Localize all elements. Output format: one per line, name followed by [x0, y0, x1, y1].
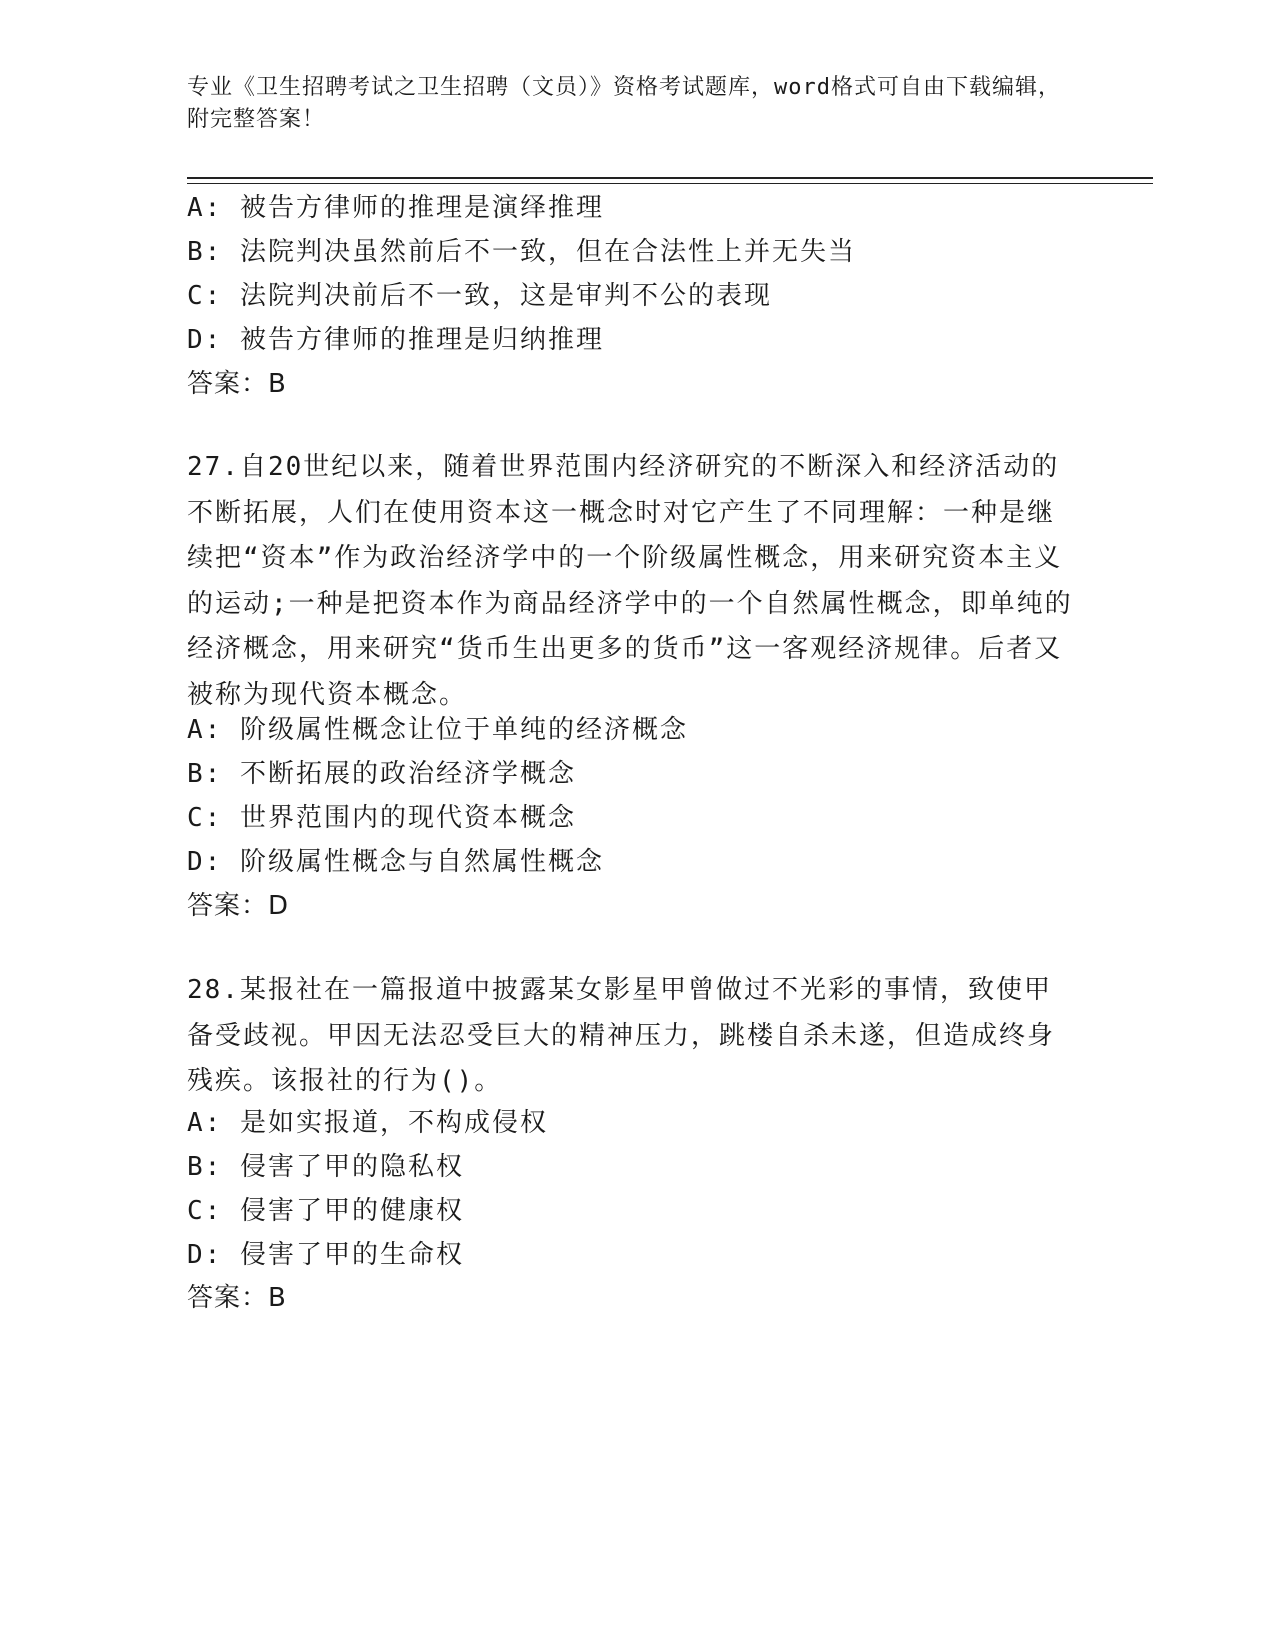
- q27-answer: 答案：D: [187, 891, 290, 921]
- q26-option-b: B: 法院判决虽然前后不一致，但在合法性上并无失当: [187, 237, 856, 267]
- q26-option-d: D: 被告方律师的推理是归纳推理: [187, 325, 604, 355]
- q28-option-c: C: 侵害了甲的健康权: [187, 1196, 464, 1226]
- q26-option-c: C: 法院判决前后不一致，这是审判不公的表现: [187, 281, 772, 311]
- q28-option-a: A: 是如实报道，不构成侵权: [187, 1108, 548, 1138]
- q27-option-c: C: 世界范围内的现代资本概念: [187, 803, 576, 833]
- q28-option-b: B: 侵害了甲的隐私权: [187, 1152, 464, 1182]
- q27-option-a: A: 阶级属性概念让位于单纯的经济概念: [187, 715, 688, 745]
- q27-option-b: B: 不断拓展的政治经济学概念: [187, 759, 576, 789]
- header-divider-thin: [187, 183, 1153, 184]
- q28-answer: 答案：B: [187, 1283, 287, 1313]
- q27-option-d: D: 阶级属性概念与自然属性概念: [187, 847, 604, 877]
- header-divider-thick: [187, 177, 1153, 179]
- q28-stem: 28.某报社在一篇报道中披露某女影星甲曾做过不光彩的事情，致使甲备受歧视。甲因无法忍受巨大的精神压力，跳楼自杀未遂，但造成终身残疾。该报社的行为()。: [187, 975, 1056, 1096]
- q26-option-a: A: 被告方律师的推理是演绎推理: [187, 193, 604, 223]
- document-header: 专业《卫生招聘考试之卫生招聘（文员）》资格考试题库，word格式可自由下载编辑，附完整答案！: [187, 75, 1061, 132]
- q26-answer: 答案：B: [187, 369, 287, 399]
- q27-stem: 27.自20世纪以来，随着世界范围内经济研究的不断深入和经济活动的不断拓展，人们在使用资本这一概念时对它产生了不同理解：一种是继续把“资本”作为政治经济学中的一个阶级属性概念，用来研究资本主义的运动;一种是把资本作为商品经济学中的一个自然属性概念，即单纯的经济概念，用来研究“货币生出更多的货币”这一客观经济规律。后者又被称为现代资本概念。: [187, 452, 1073, 710]
- q28-option-d: D: 侵害了甲的生命权: [187, 1240, 464, 1270]
